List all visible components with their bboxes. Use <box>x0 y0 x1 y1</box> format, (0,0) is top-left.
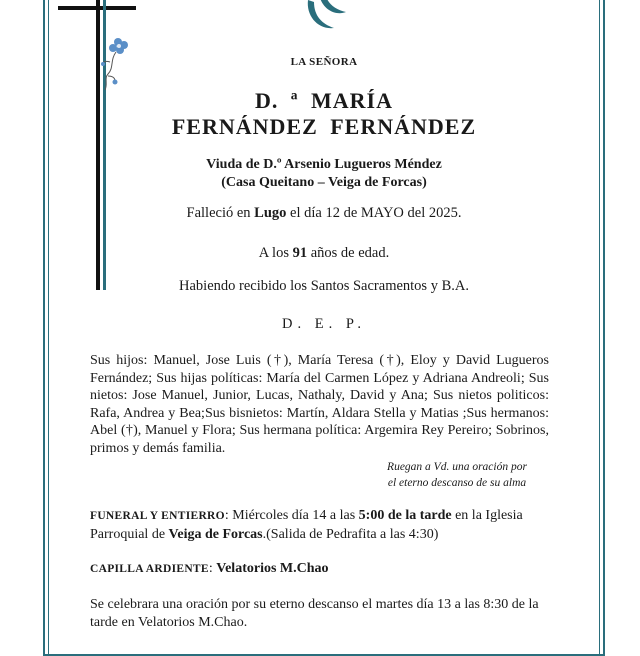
age-value: 91 <box>292 245 308 261</box>
house-line: (Casa Queitano – Veiga de Forcas) <box>221 175 427 190</box>
family-paragraph: Sus hijos: Manuel, Jose Luis (†), María Teresa (†), Eloy y David Lugueros Fernández; Sus hijas políticas: María del Carmen López y Adriana Andreoli; Sus nietos: Jose Manuel, Junior, Lucas, Nathaly, David y Ana; Sus nietos politicos: Rafa, Andrea y Bea;Sus bisnietos: Martín, Aldara Stella y Matias ;Sus hermanos: Abel (†), Manuel y Flora; Sus hermana política: Argemira Rey Pereiro; Sobrinos, primos y demás familia. <box>90 353 549 456</box>
prayer-service-paragraph: Se celebrara una oración por su eterno descanso el martes día 13 a las 8:30 de la tarde en Velatorios M.Chao. <box>90 597 539 630</box>
death-place: Lugo <box>254 205 287 221</box>
dep-line: D. E. P. <box>282 316 366 332</box>
widow-line: Viuda de D.º Arsenio Lugueros Méndez <box>206 157 442 172</box>
chapel-value: Velatorios M.Chao <box>216 561 329 576</box>
age-line: A los 91 años de edad. <box>258 245 390 261</box>
deceased-name-line2: FERNÁNDEZ FERNÁNDEZ <box>171 114 477 139</box>
sacraments-line: Habiendo recibido los Santos Sacramentos y B.A. <box>179 278 469 294</box>
la-senora-label: LA SEÑORA <box>290 56 358 68</box>
funeral-label: FUNERAL Y ENTIERRO <box>90 510 225 522</box>
chapel-label: CAPILLA ARDIENTE <box>90 563 209 575</box>
dove-flourish-icon <box>300 0 352 40</box>
funeral-paragraph: FUNERAL Y ENTIERRO: Miércoles día 14 a las 5:00 de la tarde en la Iglesia Parroquial de Veiga de Forcas.(Salida de Pedrafita a las 4:30) <box>90 508 523 542</box>
death-line: Falleció en Lugo el día 12 de MAYO del 2025. <box>186 205 462 221</box>
deceased-name-line1: D. ª MARÍA <box>255 88 393 113</box>
prayer-request: Ruegan a Vd. una oración por el eterno descanso de su alma <box>387 461 527 489</box>
chapel-paragraph: CAPILLA ARDIENTE: Velatorios M.Chao <box>90 561 329 576</box>
